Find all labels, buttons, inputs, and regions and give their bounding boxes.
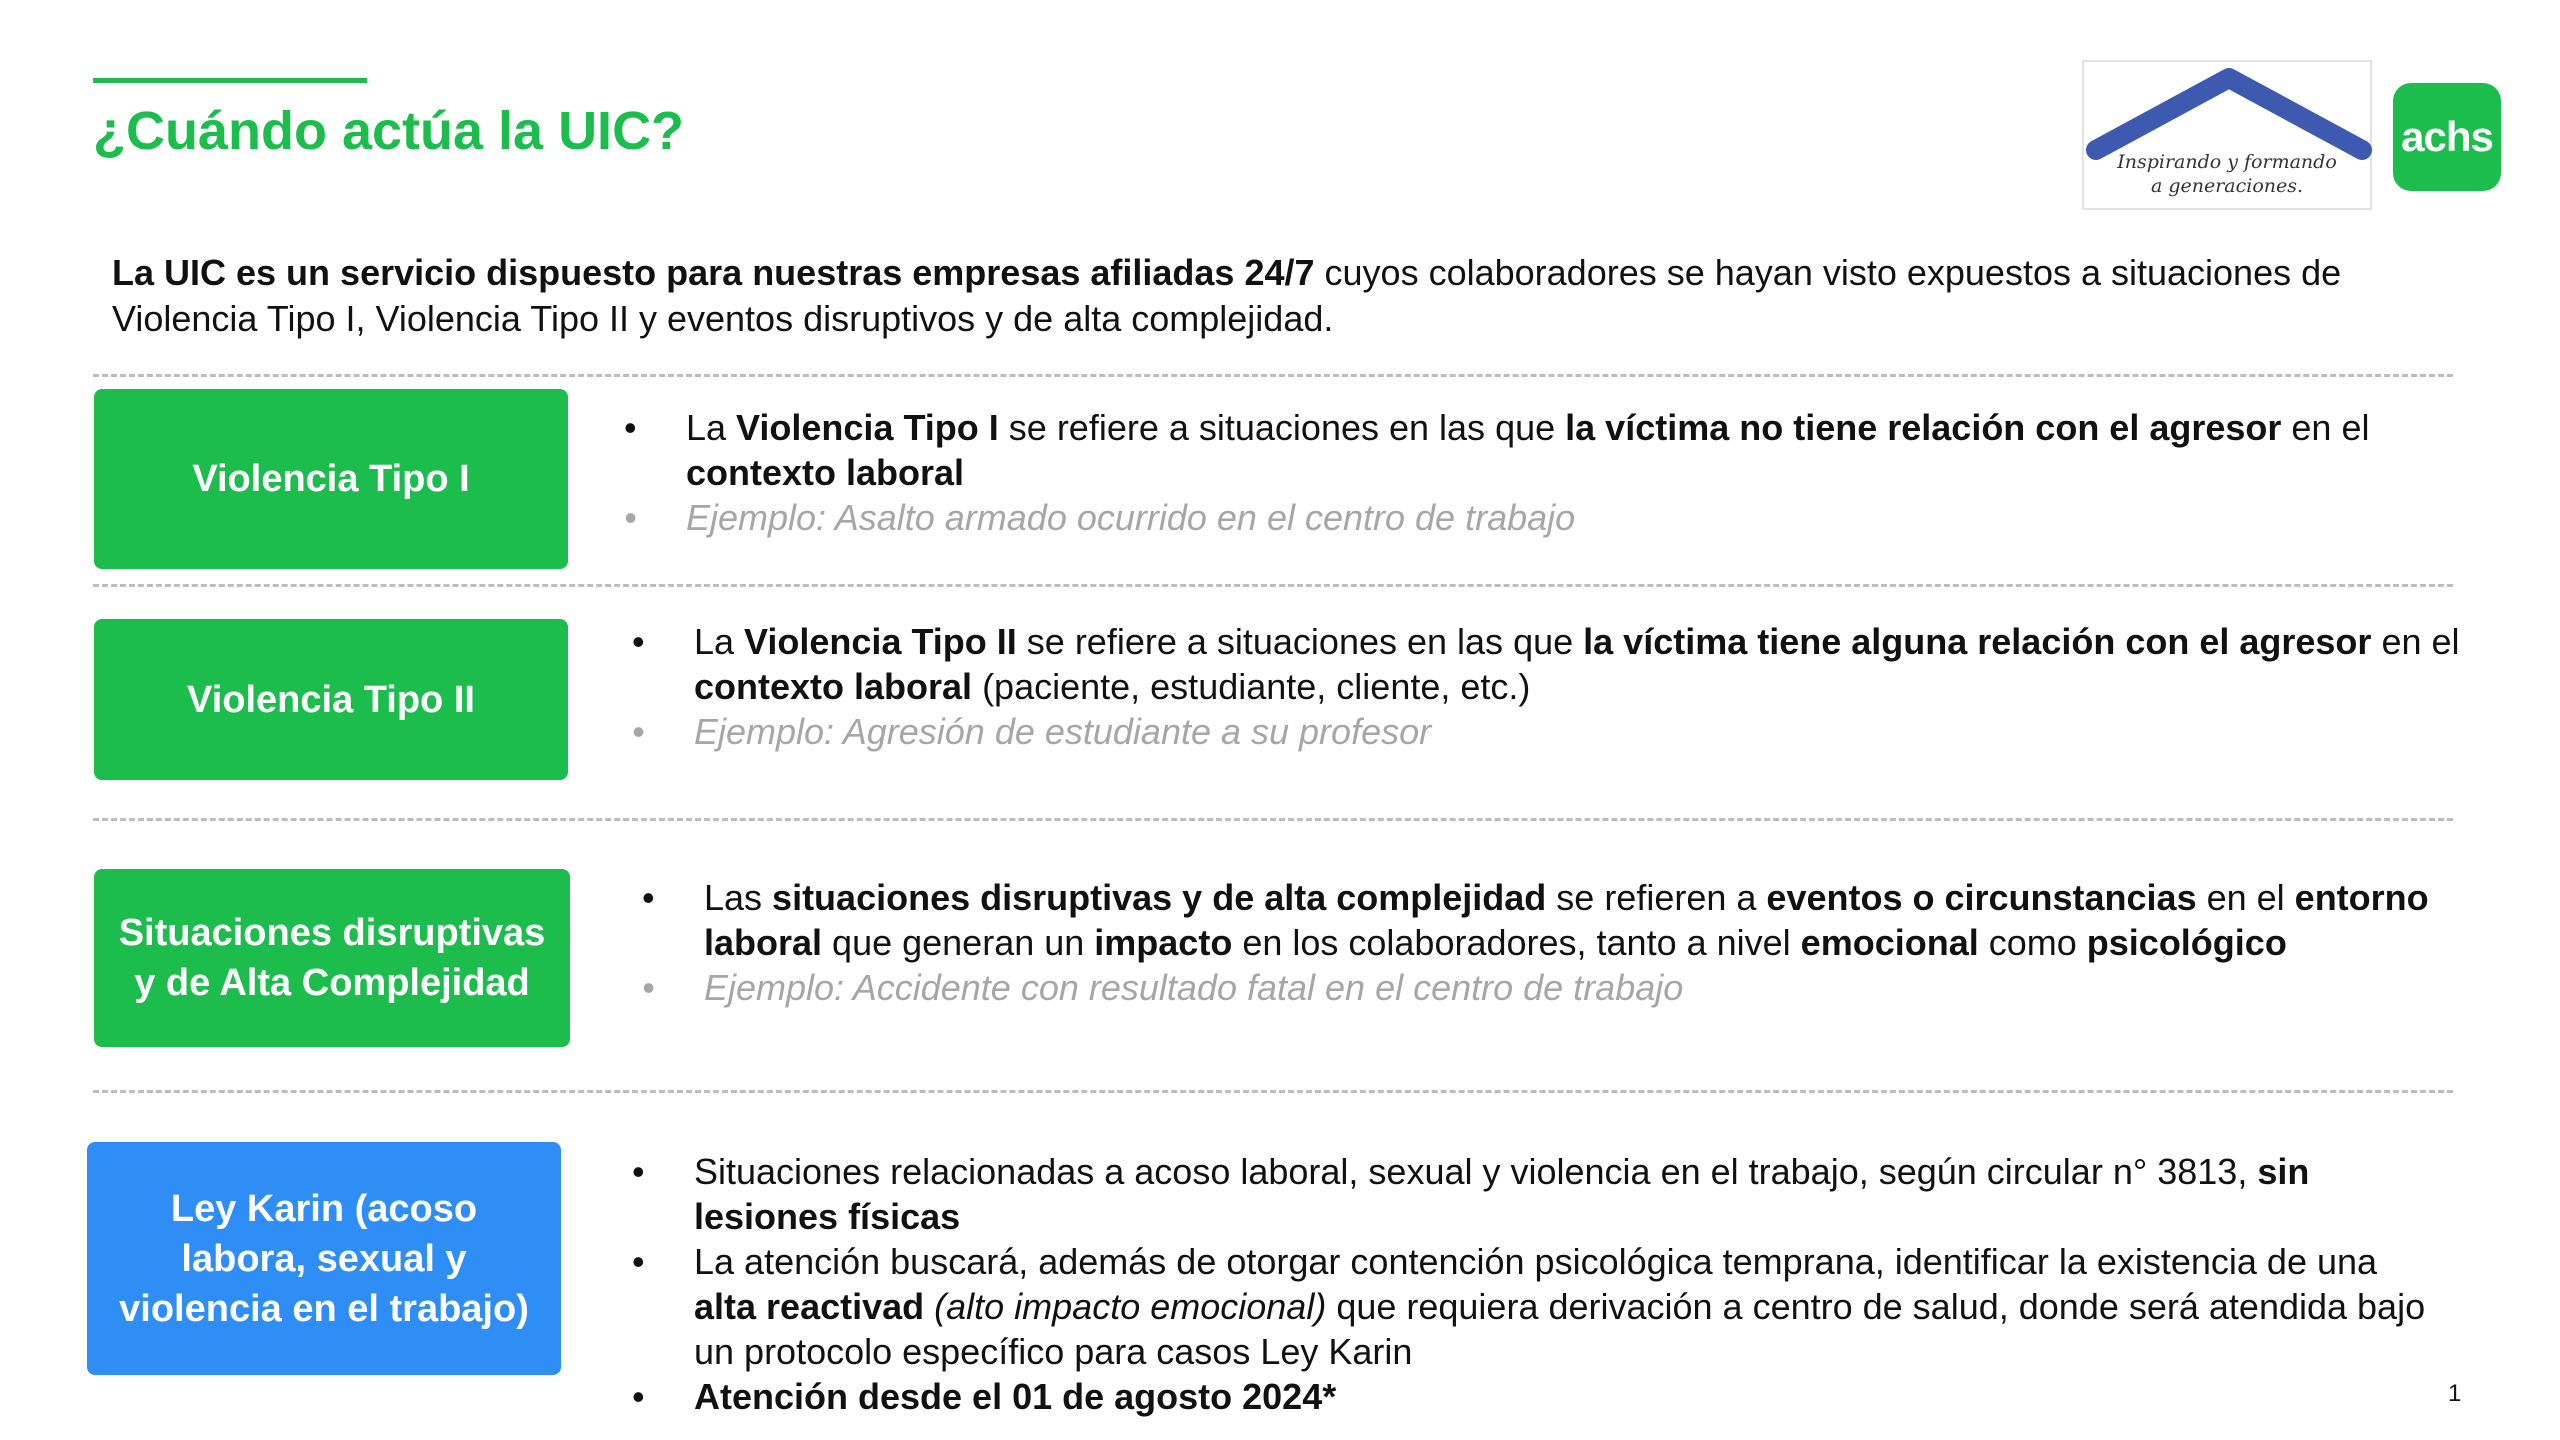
- partner-logo: [2082, 60, 2372, 210]
- bullets-ley-karin: [632, 1149, 2444, 1419]
- title-accent-rule: [93, 78, 367, 83]
- list-item: • La Violencia Tipo I se refiere a situaciones en las que la víctima no tiene relación con el agresor en el contexto laboral: [624, 407, 2370, 493]
- list-item: • La atención buscará, además de otorgar contención psicológica temprana, identificar la existencia de una alta reactivad (alto impacto emocional) que requiera derivación a centro de salud, donde será atendida bajo un protocolo específico para casos Ley Karin: [632, 1241, 2426, 1372]
- section-divider: [93, 1090, 2453, 1093]
- example-item: • Ejemplo: Accidente con resultado fatal en el centro de trabajo: [642, 967, 1684, 1008]
- achs-logo: achs: [2393, 83, 2501, 191]
- label-situaciones-disruptivas: Situaciones disruptivas y de Alta Complejidad: [94, 869, 570, 1047]
- partner-tagline: Inspirando y formando a generaciones.: [2117, 151, 2337, 197]
- bullets-violencia-tipo-2: [632, 619, 2464, 754]
- intro-paragraph: La UIC es un servicio dispuesto para nuestras empresas afiliadas 24/7 cuyos colaboradores se hayan visto expuestos a situaciones de Violencia Tipo I, Violencia Tipo II y eventos disruptivos y de alta complejidad.: [112, 252, 2342, 339]
- section-divider: [93, 374, 2453, 377]
- page-number: 1: [2448, 1380, 2462, 1407]
- section-divider: [93, 818, 2453, 821]
- page-title: ¿Cuándo actúa la UIC?: [93, 101, 685, 161]
- bullets-situaciones-disruptivas: [642, 875, 2464, 1010]
- list-item: • La Violencia Tipo II se refiere a situaciones en las que la víctima tiene alguna relación con el agresor en el contexto laboral (paciente, estudiante, cliente, etc.): [632, 621, 2460, 707]
- list-item: • Atención desde el 01 de agosto 2024*: [632, 1376, 1337, 1417]
- label-ley-karin: Ley Karin (acoso labora, sexual y violencia en el trabajo): [87, 1142, 561, 1375]
- section-divider: [93, 584, 2453, 587]
- label-violencia-tipo-1: Violencia Tipo I: [94, 389, 568, 569]
- example-item: • Ejemplo: Asalto armado ocurrido en el centro de trabajo: [624, 497, 1576, 538]
- list-item: • Las situaciones disruptivas y de alta complejidad se refieren a eventos o circunstancias en el entorno laboral que generan un impacto en los colaboradores, tanto a nivel emocional como psicológico: [642, 877, 2429, 963]
- label-violencia-tipo-2: Violencia Tipo II: [94, 619, 568, 780]
- list-item: • Situaciones relacionadas a acoso laboral, sexual y violencia en el trabajo, según circular n° 3813, sin lesiones físicas: [632, 1151, 2310, 1237]
- bullets-violencia-tipo-1: [624, 405, 2464, 540]
- example-item: • Ejemplo: Agresión de estudiante a su profesor: [632, 711, 1432, 752]
